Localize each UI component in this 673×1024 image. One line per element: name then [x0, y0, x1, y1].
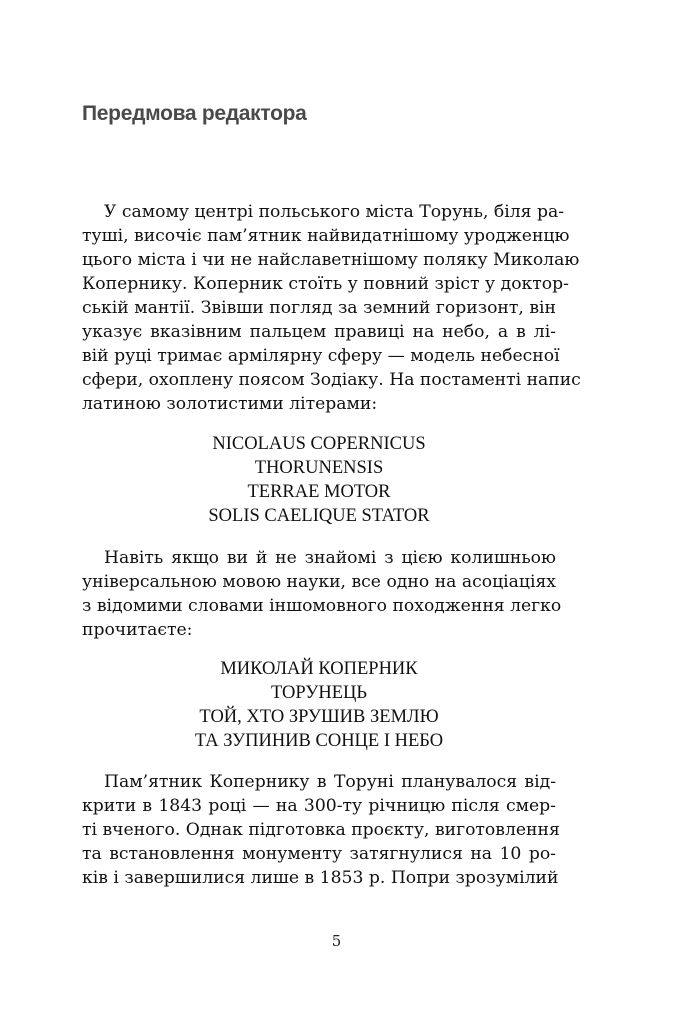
paragraph-1 — [82, 200, 581, 416]
text-line: ків і завершилися лише в 1853 р. Попри зрозумілий — [82, 868, 559, 888]
page-number: 5 — [331, 932, 342, 950]
text-line: ті вченого. Однак підготовка проєкту, виготовлення — [82, 820, 560, 840]
text-line: Пам’ятник Копернику в Торуні планувалося від- — [104, 772, 556, 792]
paragraph-2 — [82, 546, 562, 642]
text-line: ській мантії. Звівши погляд за земний горизонт, він — [82, 298, 556, 318]
ukrainian-translation — [82, 657, 556, 753]
text-line: та встановлення монументу затягнулися на 10 ро- — [82, 844, 556, 864]
text-line: цього міста і чи не найславетнішому поляку Миколаю — [82, 250, 580, 270]
text-line: крити в 1843 році — на 300-ту річницю після смер- — [82, 796, 556, 816]
text-line: латиною золотистими літерами: — [82, 394, 378, 414]
inscription-line: ТОЙ, ХТО ЗРУШИВ ЗЕМЛЮ — [199, 707, 439, 727]
paragraph-3 — [82, 770, 560, 890]
page-heading: Передмова редактора — [82, 102, 307, 125]
text-line: вій руці тримає армілярну сферу — модель небесної — [82, 346, 560, 366]
text-line: указує вказівним пальцем правиці на небо, а в лі- — [82, 322, 556, 342]
text-line: У самому центрі польського міста Торунь, біля ра- — [104, 202, 565, 222]
text-line: Копернику. Коперник стоїть у повний зріст у доктор- — [82, 274, 569, 294]
text-line: універсальною мовою науки, все одно на асоціаціях — [82, 572, 556, 592]
text-line: туші, височіє пам’ятник найвидатнішому уродженцю — [82, 226, 570, 246]
inscription-line: МИКОЛАЙ КОПЕРНИК — [220, 659, 418, 679]
inscription-line: TERRAE MOTOR — [247, 482, 391, 502]
inscription-line: ТА ЗУПИНИВ СОНЦЕ І НЕБО — [194, 731, 444, 751]
inscription-line: SOLIS CAELIQUE STATOR — [208, 506, 430, 526]
inscription-line: THORUNENSIS — [254, 458, 384, 478]
text-line: Навіть якщо ви й не знайомі з цією колишньою — [104, 548, 556, 568]
text-line: сфери, охоплену поясом Зодіаку. На постаменті напис — [82, 370, 581, 390]
inscription-line: NICOLAUS COPERNICUS — [212, 434, 426, 454]
inscription-line: ТОРУНЕЦЬ — [271, 683, 367, 703]
text-line: з відомими словами іншомовного походження легко — [82, 596, 562, 616]
latin-inscription — [82, 432, 556, 528]
text-line: прочитаєте: — [82, 620, 193, 640]
